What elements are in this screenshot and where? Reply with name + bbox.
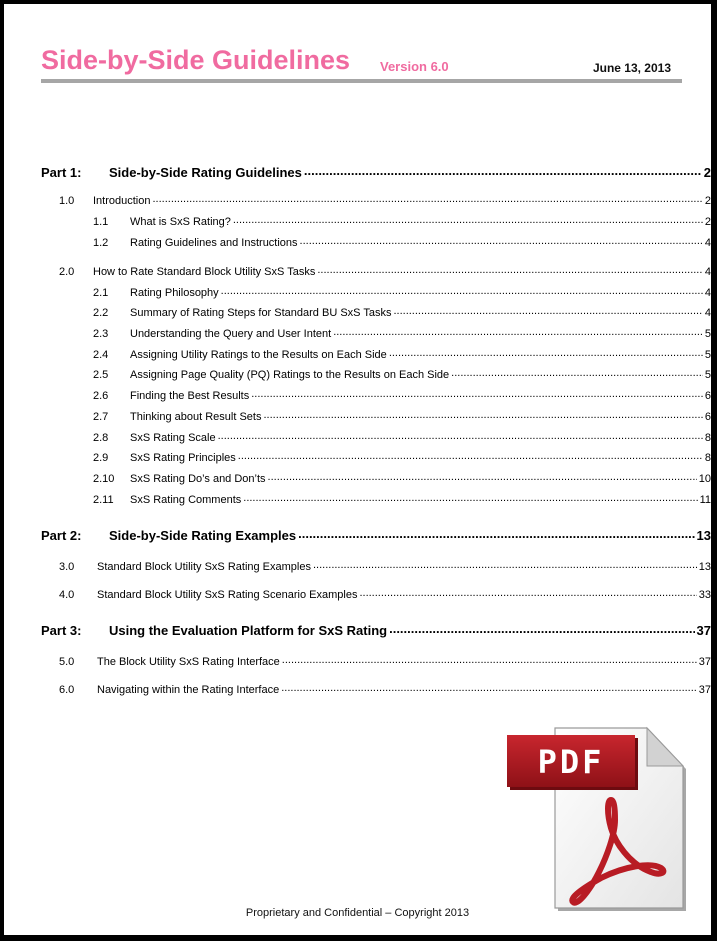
toc-title: Introduction [93, 195, 151, 207]
toc-title: Assigning Page Quality (PQ) Ratings to the Results on Each Side [130, 369, 450, 381]
toc-page: 2 [704, 195, 711, 207]
toc-page: 37 [698, 684, 711, 696]
toc-leader [393, 305, 702, 316]
toc-number: 2.4 [93, 349, 109, 361]
toc-leader [218, 430, 703, 441]
toc-page: 5 [704, 369, 711, 381]
toc-title: The Block Utility SxS Rating Interface [97, 656, 280, 668]
toc-number: 5.0 [59, 656, 75, 668]
toc-page: 13 [698, 561, 711, 573]
toc-number: 2.8 [93, 432, 109, 444]
toc-section-2-11[interactable] [4, 492, 717, 506]
toc-leader [300, 235, 703, 246]
toc-page: 33 [698, 589, 711, 601]
toc-number: 2.9 [93, 452, 109, 464]
toc-number: 2.2 [93, 307, 109, 319]
toc-leader [221, 285, 703, 296]
toc-title: Standard Block Utility SxS Rating Examples [97, 561, 311, 573]
toc-leader [238, 450, 703, 461]
toc-title: Rating Philosophy [130, 287, 219, 299]
toc-title: Side-by-Side Rating Examples [109, 528, 297, 543]
toc-leader [282, 654, 697, 665]
toc-leader [233, 214, 703, 225]
toc-number: 3.0 [59, 561, 75, 573]
toc-page: 6 [704, 411, 711, 423]
toc-section-1-0[interactable] [4, 193, 717, 207]
toc-number: 1.2 [93, 237, 109, 249]
toc-leader [333, 326, 703, 337]
toc-leader [268, 471, 697, 482]
page-footer: Proprietary and Confidential – Copyright 2013 [245, 907, 470, 919]
toc-title: SxS Rating Principles [130, 452, 236, 464]
toc-title: Finding the Best Results [130, 390, 250, 402]
toc-section-1-2[interactable] [4, 235, 717, 249]
toc-leader [304, 164, 702, 177]
toc-title: Navigating within the Rating Interface [97, 684, 280, 696]
pdf-file-icon[interactable] [507, 722, 689, 912]
toc-leader [359, 587, 696, 598]
toc-page: 4 [704, 237, 711, 249]
document-page [4, 4, 711, 935]
toc-section-2-10[interactable] [4, 471, 717, 485]
toc-number: 2.1 [93, 287, 109, 299]
toc-title: Rating Guidelines and Instructions [130, 237, 298, 249]
toc-number: 1.1 [93, 216, 109, 228]
toc-number: 1.0 [59, 195, 75, 207]
toc-part-3[interactable] [4, 622, 717, 638]
toc-page: 10 [698, 473, 711, 485]
toc-page: 5 [704, 328, 711, 340]
toc-page: 13 [696, 528, 711, 543]
toc-page: 2 [703, 165, 711, 180]
toc-leader [251, 388, 703, 399]
toc-title: What is SxS Rating? [130, 216, 231, 228]
toc-title: How to Rate Standard Block Utility SxS Tasks [93, 266, 316, 278]
toc-leader [389, 347, 703, 358]
toc-title: Summary of Rating Steps for Standard BU SxS Tasks [130, 307, 392, 319]
toc-section-6-0[interactable] [4, 682, 717, 696]
toc-title: Assigning Utility Ratings to the Results on Each Side [130, 349, 387, 361]
toc-number: 2.10 [93, 473, 115, 485]
toc-leader [152, 193, 702, 204]
toc-number: 2.5 [93, 369, 109, 381]
toc-number: 4.0 [59, 589, 75, 601]
document-title: Side-by-Side Guidelines [41, 45, 351, 75]
toc-part-2[interactable] [4, 527, 717, 543]
toc-section-5-0[interactable] [4, 654, 717, 668]
toc-section-2-1[interactable] [4, 285, 717, 299]
toc-title: Standard Block Utility SxS Rating Scenario Examples [97, 589, 358, 601]
toc-number: 2.6 [93, 390, 109, 402]
toc-page: 8 [704, 432, 711, 444]
toc-section-2-8[interactable] [4, 430, 717, 444]
toc-section-2-5[interactable] [4, 367, 717, 381]
toc-leader [317, 264, 703, 275]
toc-section-3-0[interactable] [4, 559, 717, 573]
toc-page: 4 [704, 287, 711, 299]
toc-page: 4 [704, 266, 711, 278]
header-rule [41, 79, 682, 83]
toc-part-1[interactable] [4, 164, 717, 180]
toc-leader [313, 559, 697, 570]
toc-page: 2 [704, 216, 711, 228]
toc-page: 4 [704, 307, 711, 319]
document-date: June 13, 2013 [592, 61, 671, 75]
toc-title: SxS Rating Scale [130, 432, 216, 444]
toc-page: 5 [704, 349, 711, 361]
toc-page: 37 [696, 623, 711, 638]
toc-title: SxS Rating Comments [130, 494, 242, 506]
toc-section-2-3[interactable] [4, 326, 717, 340]
toc-page: 37 [698, 656, 711, 668]
pdf-label: PDF [537, 743, 605, 781]
toc-number: 2.11 [93, 494, 114, 506]
toc-leader [451, 367, 703, 378]
toc-leader [281, 682, 697, 693]
toc-title: Thinking about Result Sets [130, 411, 262, 423]
toc-section-2-0[interactable] [4, 264, 717, 278]
toc-title: Using the Evaluation Platform for SxS Rating [109, 623, 388, 638]
toc-number: Part 1: [41, 165, 82, 180]
document-version: Version 6.0 [380, 59, 449, 74]
toc-section-1-1[interactable] [4, 214, 717, 228]
toc-title: Side-by-Side Rating Guidelines [109, 165, 302, 180]
toc-section-4-0[interactable] [4, 587, 717, 601]
toc-leader [263, 409, 702, 420]
toc-section-2-9[interactable] [4, 450, 717, 464]
toc-section-2-7[interactable] [4, 409, 717, 423]
toc-section-2-6[interactable] [4, 388, 717, 402]
toc-leader [298, 527, 694, 540]
toc-leader [243, 492, 697, 503]
toc-number: 6.0 [59, 684, 75, 696]
toc-number: Part 3: [41, 623, 82, 638]
toc-page: 8 [704, 452, 711, 464]
toc-number: 2.7 [93, 411, 109, 423]
toc-number: Part 2: [41, 528, 82, 543]
toc-title: SxS Rating Do’s and Don’ts [130, 473, 266, 485]
toc-page: 11 [699, 494, 711, 506]
toc-number: 2.3 [93, 328, 109, 340]
toc-title: Understanding the Query and User Intent [130, 328, 332, 340]
toc-page: 6 [704, 390, 711, 402]
toc-section-2-2[interactable] [4, 305, 717, 319]
toc-section-2-4[interactable] [4, 347, 717, 361]
toc-leader [389, 622, 694, 635]
toc-number: 2.0 [59, 266, 75, 278]
